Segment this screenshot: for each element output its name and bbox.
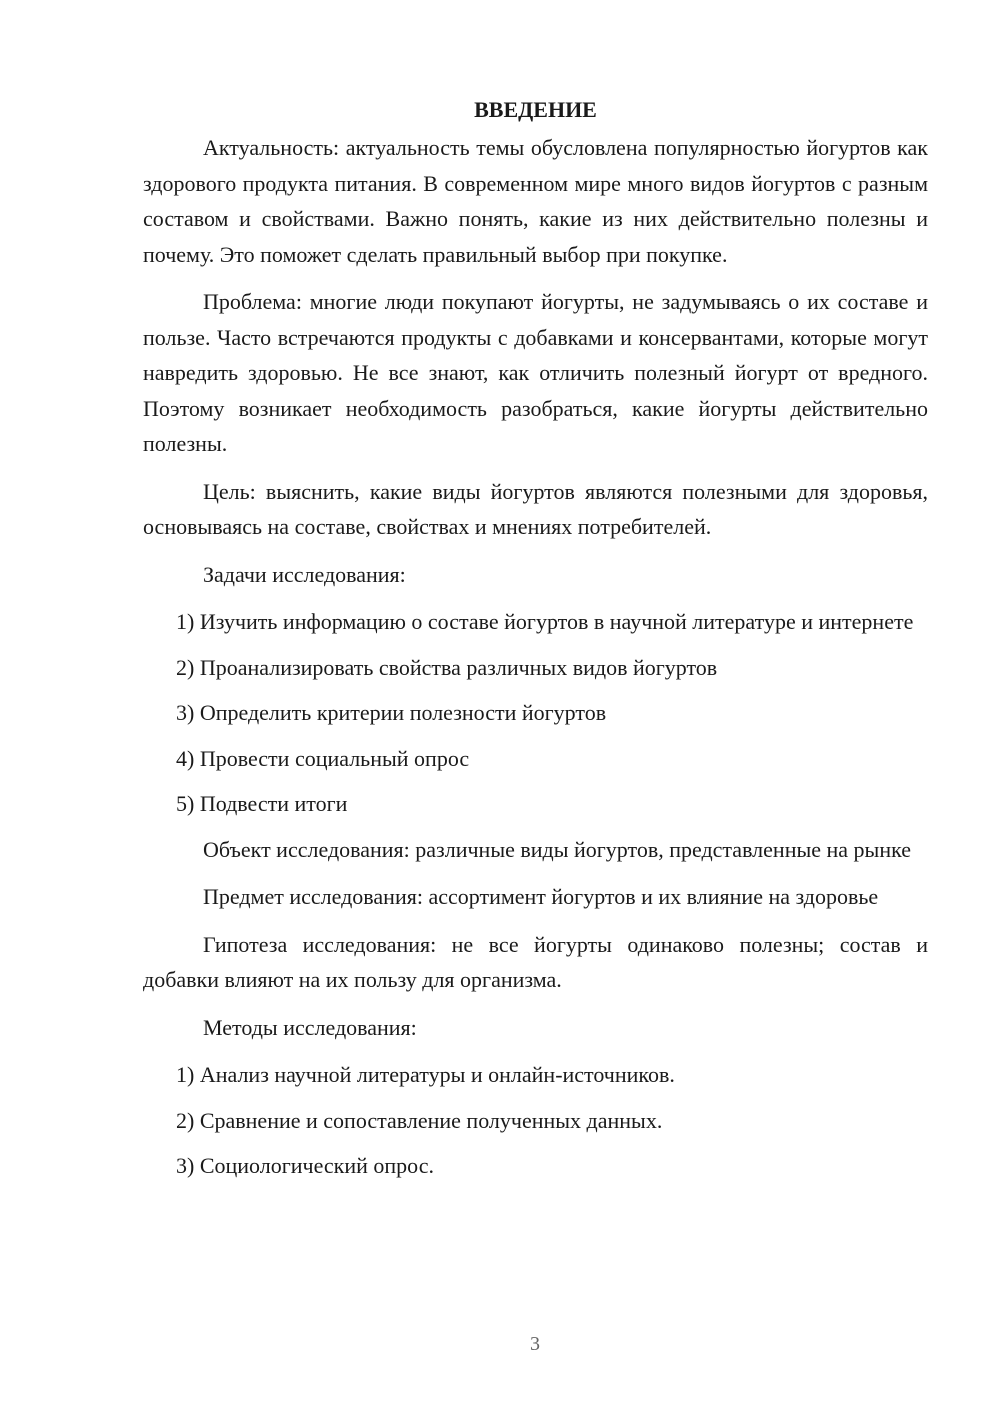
task-item: 1) Изучить информацию о составе йогуртов в научной литературе и интернете [176, 609, 914, 634]
task-item: 5) Подвести итоги [176, 791, 348, 816]
object-paragraph: Объект исследования: различные виды йогуртов, представленные на рынке [203, 836, 912, 862]
problem-paragraph: Проблема: многие люди покупают йогурты, не задумываясь о их составе и пользе. Часто встречаются продукты с добавками и консервантами, которые могут навредить здоровью. Не все знают, как отличить полезный йогурт от вредного. Поэтому возникает необходимость разобраться, какие йогурты действительно полезны. [143, 289, 928, 456]
tasks-list [143, 604, 928, 822]
task-item: 3) Определить критерии полезности йогуртов [176, 700, 607, 725]
tasks-heading: Задачи исследования: [203, 561, 406, 587]
method-item: 3) Социологический опрос. [176, 1153, 434, 1178]
subject-paragraph: Предмет исследования: ассортимент йогуртов и их влияние на здоровье [203, 884, 879, 909]
method-item: 2) Сравнение и сопоставление полученных данных. [176, 1107, 663, 1133]
hypothesis-paragraph: Гипотеза исследования: не все йогурты одинаково полезны; состав и добавки влияют на их пользу для организма. [143, 931, 928, 992]
task-item: 4) Провести социальный опрос [176, 745, 470, 771]
task-item: 2) Проанализировать свойства различных видов йогуртов [176, 654, 718, 680]
section-title: ВВЕДЕНИЕ [474, 97, 597, 122]
method-item: 1) Анализ научной литературы и онлайн-источников. [176, 1062, 675, 1087]
methods-list [143, 1057, 928, 1184]
page-number: 3 [530, 1333, 540, 1355]
goal-paragraph: Цель: выяснить, какие виды йогуртов являются полезными для здоровья, основываясь на составе, свойствах и мнениях потребителей. [143, 478, 928, 539]
relevance-paragraph: Актуальность: актуальность темы обусловлена популярностью йогуртов как здорового продукта питания. В современном мире много видов йогуртов с разным составом и свойствами. Важно понять, какие из них действительно полезны и почему. Это поможет сделать правильный выбор при покупке. [143, 135, 928, 267]
document-page [143, 92, 928, 1194]
methods-heading: Методы исследования: [203, 1014, 417, 1040]
